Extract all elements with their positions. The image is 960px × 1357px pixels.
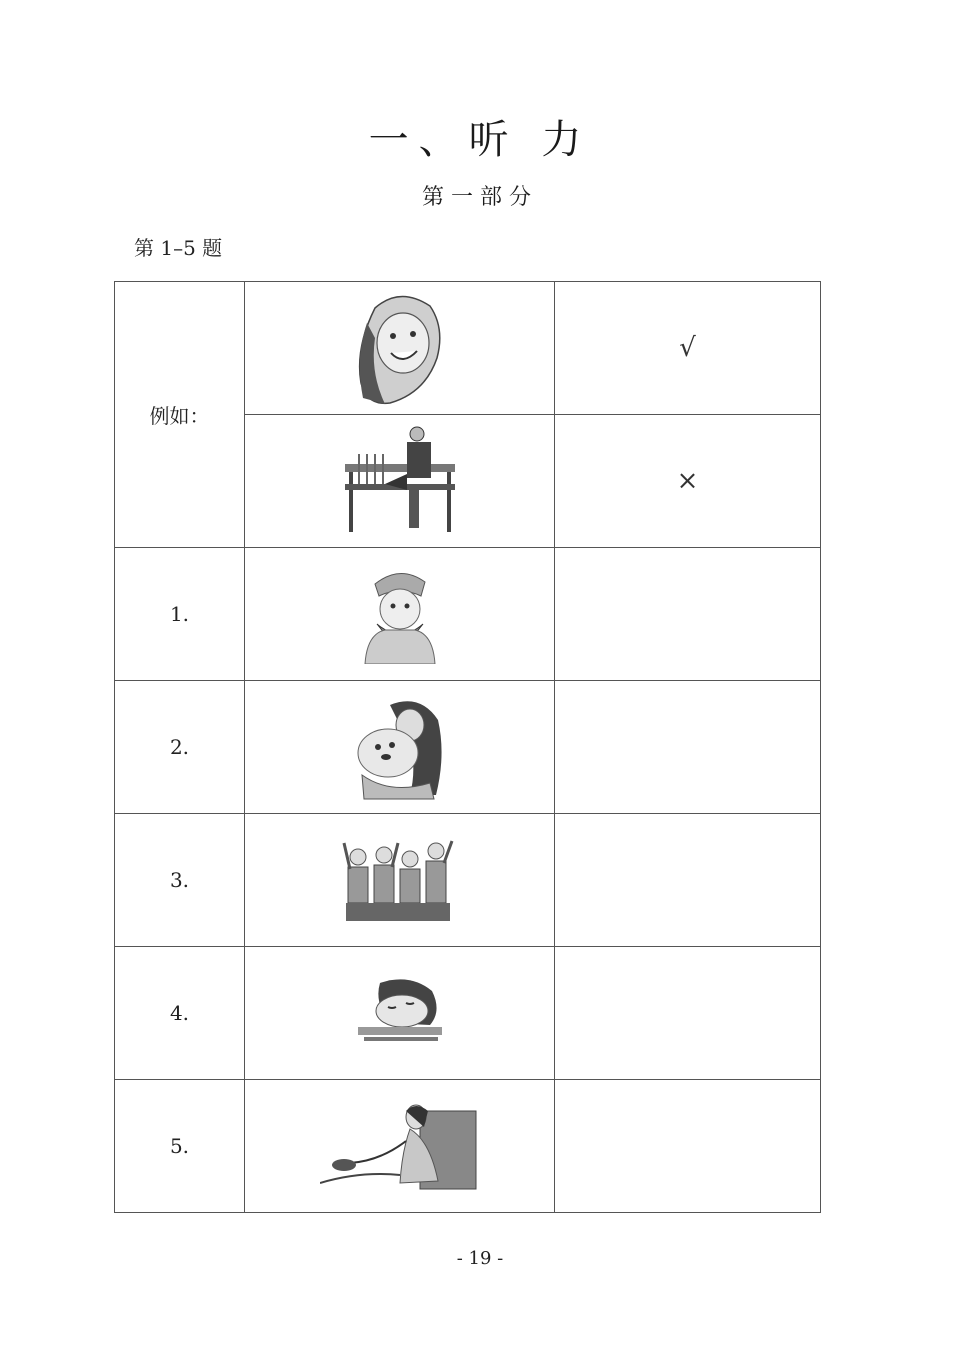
question-row-1 (115, 548, 821, 681)
question-number-2: 2. (115, 681, 245, 814)
question-image-4 (245, 947, 555, 1080)
answer-cell-2 (555, 681, 821, 814)
question-image-5 (245, 1080, 555, 1213)
question-row-4 (115, 947, 821, 1080)
cheering-group-photo-icon (340, 835, 460, 925)
question-number-5: 5. (115, 1080, 245, 1213)
example-label: 例如： (115, 282, 245, 548)
girl-eating-watermelon-photo-icon (355, 564, 445, 664)
page-number: - 19 - (456, 1248, 504, 1269)
question-number-4: 4. (115, 947, 245, 1080)
question-number-3: 3. (115, 814, 245, 947)
smiling-woman-photo-icon (345, 288, 455, 408)
example-row-1 (115, 282, 821, 415)
question-row-2 (115, 681, 821, 814)
answer-cell-4 (555, 947, 821, 1080)
part-title: 第一部分 (421, 185, 538, 210)
section-title: 一、听 力 (368, 117, 592, 163)
example-mark-wrong: × (555, 415, 821, 548)
answer-cell-5 (555, 1080, 821, 1213)
example-image-2 (245, 415, 555, 548)
example-image-1 (245, 282, 555, 415)
question-image-1 (245, 548, 555, 681)
man-on-bench-photo-icon (335, 424, 465, 539)
question-row-5 (115, 1080, 821, 1213)
question-image-2 (245, 681, 555, 814)
question-row-3 (115, 814, 821, 947)
question-image-3 (245, 814, 555, 947)
boy-sleeping-photo-icon (350, 973, 450, 1053)
question-number-1: 1. (115, 548, 245, 681)
question-range: 第 1–5 题 (134, 236, 223, 260)
woman-with-phone-photo-icon (320, 1101, 480, 1191)
answer-cell-1 (555, 548, 821, 681)
listening-table (114, 281, 821, 1213)
woman-holding-puppy-photo-icon (350, 695, 450, 800)
example-mark-correct: √ (555, 282, 821, 415)
answer-cell-3 (555, 814, 821, 947)
